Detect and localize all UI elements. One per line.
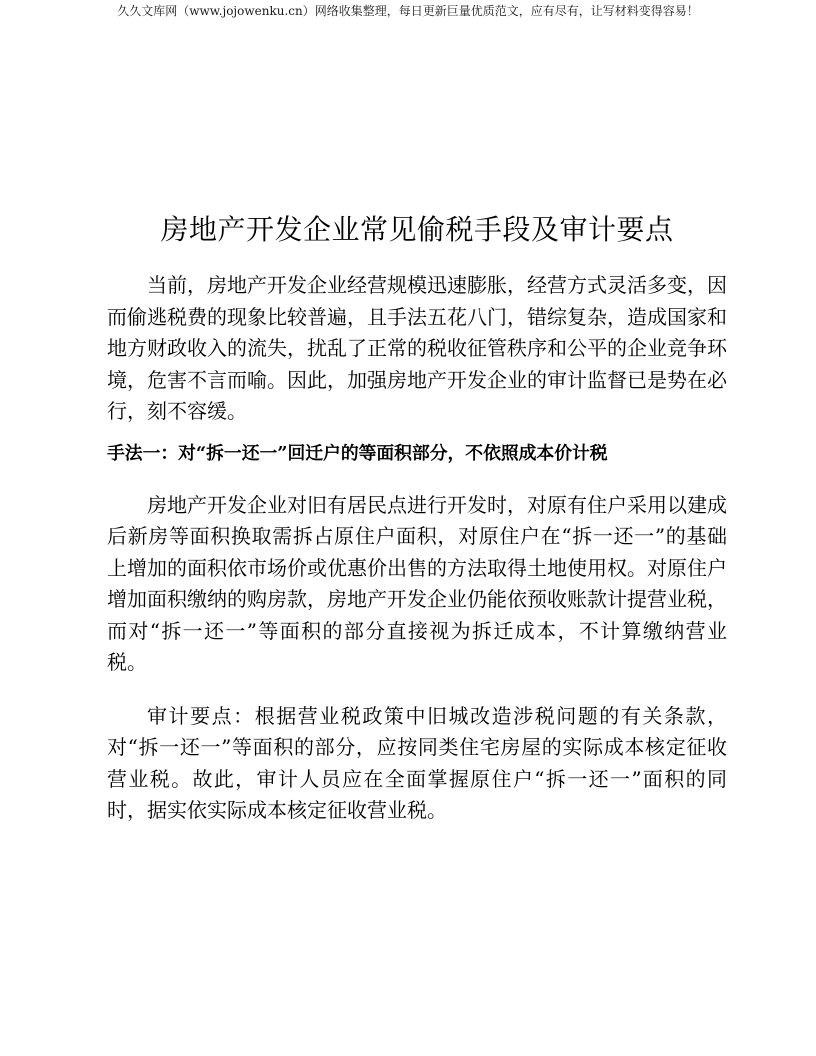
- audit-points-paragraph: 审计要点：根据营业税政策中旧城改造涉税问题的有关条款，对“拆一还一”等面积的部分，应按同类住宅房屋的实际成本核定征收营业税。故此，审计人员应在全面掌握原住户“拆一还一”面积的同时，据实依实际成本核定征收营业税。: [107, 703, 727, 822]
- page-header-banner: 久久文库网（www.jojowenku.cn）网络收集整理，每日更新巨量优质范文，应有尽有，让写材料变得容易！: [117, 4, 699, 18]
- document-title: 房地产开发企业常见偷税手段及审计要点: [160, 213, 674, 246]
- document-body: [107, 210, 727, 827]
- section-heading: 手法一：对“拆一还一”回迁户的等面积部分，不依照成本价计税: [107, 442, 608, 464]
- section-body-paragraph: 房地产开发企业对旧有居民点进行开发时，对原有住户采用以建成后新房等面积换取需拆占原住户面积，对原住户在“拆一还一”的基础上增加的面积依市场价或优惠价出售的方法取得土地使用权。对原住户增加面积缴纳的购房款，房地产开发企业仍能依预收账款计提营业税，而对“拆一还一”等面积的部分直接视为拆迁成本，不计算缴纳营业税。: [107, 492, 727, 674]
- intro-paragraph: 当前，房地产开发企业经营规模迅速膨胀，经营方式灵活多变，因而偷逃税费的现象比较普遍，且手法五花八门，错综复杂，造成国家和地方财政收入的流失，扰乱了正常的税收征管秩序和公平的企业竞争环境，危害不言而喻。因此，加强房地产开发企业的审计监督已是势在必行，刻不容缓。: [107, 273, 727, 423]
